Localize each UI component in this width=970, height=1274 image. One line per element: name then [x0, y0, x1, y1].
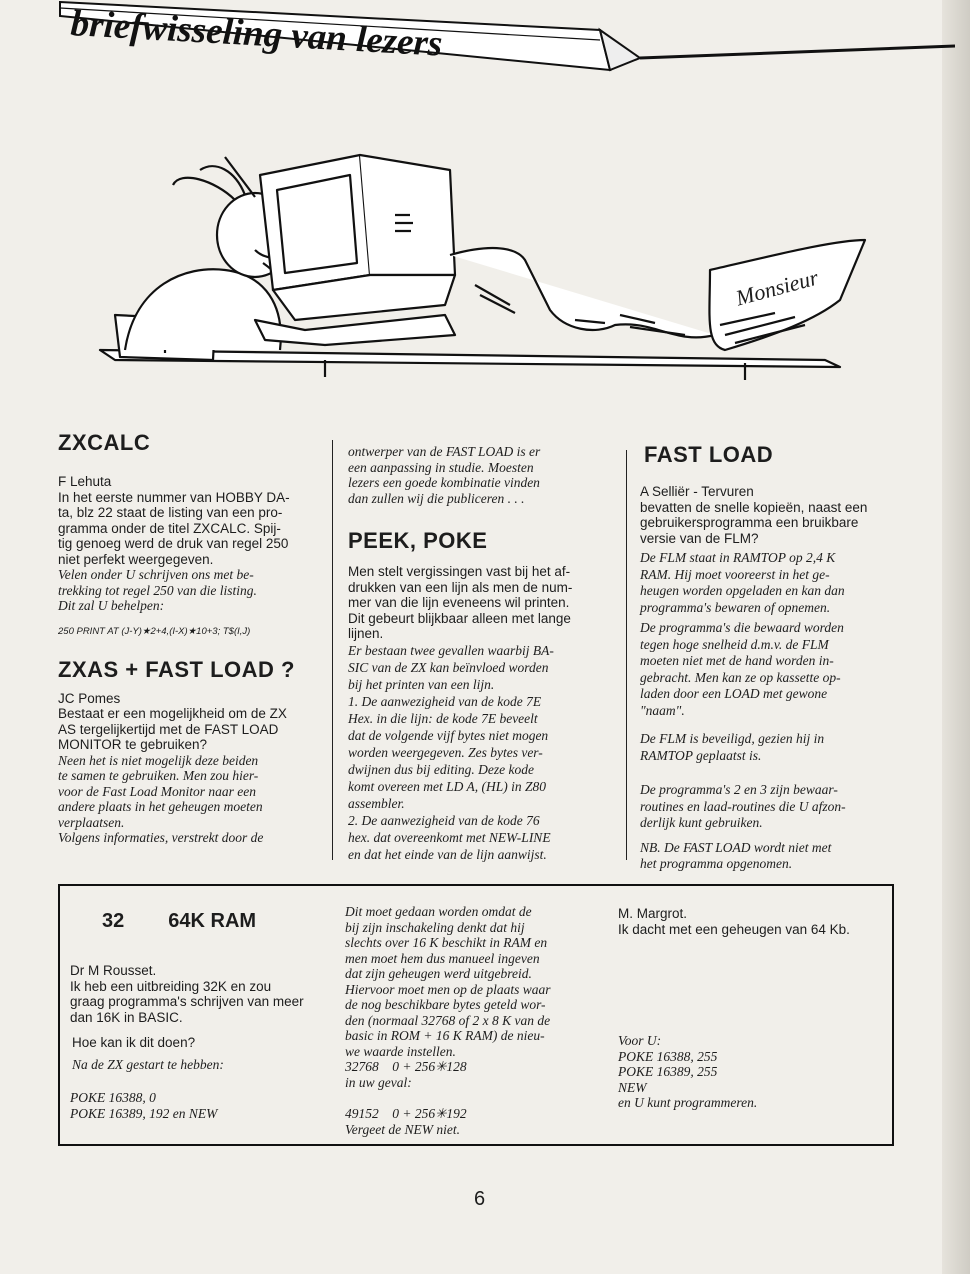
text-line: slechts over 16 K beschikt in RAM en	[345, 935, 548, 950]
text-line: "naam".	[640, 702, 685, 718]
page-edge	[942, 0, 970, 1274]
banner-title: briefwisseling van lezers	[69, 2, 444, 65]
text-line: Bestaat er een mogelijkheid om de ZX	[58, 706, 287, 721]
text-line: dat zijn geheugen werd uitgebreid.	[345, 966, 532, 981]
text-line: Voor U:	[618, 1033, 662, 1048]
text-line: dan 16K in BASIC.	[70, 1009, 183, 1025]
page-number: 6	[474, 1188, 486, 1210]
code-line: 250 PRINT AT (J-Y)★2+4,(I-X)★10+3; T$(I,J)	[58, 625, 251, 637]
cartoon-illustration	[95, 145, 870, 385]
text-line: en U kunt programmeren.	[618, 1095, 758, 1110]
text-line: Ik heb een uitbreiding 32K en zou	[70, 978, 272, 994]
text-line: MONITOR te gebruiken?	[58, 737, 208, 752]
text-line: den (normaal 32768 of 2 x 8 K van de	[345, 1012, 551, 1028]
text-line: te samen te gebruiken. Men zou hier-	[58, 768, 259, 783]
text-line: worden weergegeven. Zes bytes ver-	[348, 744, 543, 760]
text-line: POKE 16388, 255	[618, 1048, 718, 1064]
box-heading-part: 64K RAM	[168, 910, 257, 932]
text-line: trekking tot regel 250 van die listing.	[58, 582, 257, 598]
editor-reply	[640, 620, 902, 719]
text-line: niet perfekt weergegeven.	[58, 551, 214, 567]
text-line: bevatten de snelle kopieën, naast een	[640, 499, 868, 515]
text-line: lezers een goede kombinatie vinden	[348, 475, 540, 490]
author-name: JC Pomes	[58, 690, 121, 706]
letter-body	[58, 490, 323, 568]
text-line: basic in ROM + 16 K RAM) de nieu-	[345, 1028, 545, 1043]
editor-reply	[640, 782, 902, 832]
author-name: A Selliër - Tervuren	[640, 484, 754, 499]
article-heading-peekpoke: PEEK, POKE	[348, 528, 488, 553]
text-line: 2. De aanwezigheid van de kode 76	[348, 812, 540, 828]
text-line: POKE 16389, 255	[618, 1064, 718, 1079]
text-line: mer van die lijn eveneens wil printen.	[348, 595, 570, 610]
text-line: een aanpassing in studie. Moesten	[348, 459, 534, 475]
text-line: en dat het einde van de lijn aanwijst.	[348, 846, 547, 862]
column-divider-1	[332, 440, 333, 860]
text-line: De programma's 2 en 3 zijn bewaar-	[640, 782, 838, 797]
text-line: ontwerper van de FAST LOAD is er	[348, 444, 541, 459]
letter-body	[640, 500, 902, 547]
text-line: POKE 16388, 0	[70, 1090, 156, 1105]
text-line: Hiervoor moet men op de plaats waar	[345, 981, 551, 997]
box-column-2	[345, 904, 610, 1137]
text-line: het programma opgenomen.	[640, 856, 793, 871]
text-line: tig genoeg werd de druk van regel 250	[58, 536, 289, 551]
text-line: RAMTOP geplaatst is.	[640, 747, 762, 763]
editor-reply	[640, 731, 902, 764]
text-line: Hex. in die lijn: de kode 7E beveelt	[348, 710, 538, 726]
text-line: Neen het is niet mogelijk deze beiden	[58, 752, 259, 768]
text-line: routines en laad-routines die U afzon-	[640, 798, 846, 814]
author-name: M. Margrot.	[618, 906, 688, 921]
text-line: Vergeet de NEW niet.	[345, 1121, 460, 1137]
text-line: dan zullen wij die publiceren . . .	[348, 490, 525, 506]
text-line: POKE 16389, 192 en NEW	[70, 1105, 218, 1121]
text-line: derlijk kunt gebruiken.	[640, 815, 763, 830]
text-line: assembler.	[348, 795, 405, 811]
editor-reply	[640, 840, 902, 873]
text-line: hex. dat overeenkomt met NEW-LINE	[348, 829, 551, 845]
text-line: NB. De FAST LOAD wordt niet met	[640, 839, 832, 855]
editor-reply: Na de ZX gestart te hebben:	[72, 1056, 224, 1072]
letter-body	[348, 564, 616, 642]
text-line: Men stelt vergissingen vast bij het af-	[348, 564, 571, 579]
text-line: graag programma's schrijven van meer	[70, 994, 304, 1009]
text-line: laden door een LOAD met gewone	[640, 686, 828, 701]
text-line: 1. De aanwezigheid van de kode 7E	[348, 693, 542, 709]
text-line: Dit moet gedaan worden omdat de	[345, 904, 532, 919]
text-line: voor de Fast Load Monitor naar een	[58, 783, 256, 799]
banner	[0, 0, 955, 80]
column-1	[58, 430, 323, 846]
article-heading-zxas: ZXAS + FAST LOAD ?	[58, 656, 295, 682]
note-text: Monsieur	[733, 264, 821, 311]
text-line: ta, blz 22 staat de listing van een pro-	[58, 505, 283, 520]
text-line: men moet hem dus manueel ingeven	[345, 950, 540, 966]
column-divider-2	[626, 450, 627, 860]
text-line: De programma's die bewaard worden	[640, 620, 844, 635]
text-line: De FLM is beveiligd, gezien hij in	[640, 731, 825, 746]
editor-reply	[58, 567, 323, 614]
text-line: verplaatsen.	[58, 814, 125, 830]
text-line: gramma onder de titel ZXCALC. Spij-	[58, 520, 281, 536]
text-line: in uw geval:	[345, 1074, 412, 1090]
text-line: Velen onder U schrijven ons met be-	[58, 567, 254, 582]
text-line: gebracht. Men kan ze op kassette op-	[640, 669, 841, 685]
editor-reply	[618, 1033, 883, 1111]
letter-body	[58, 706, 323, 753]
text-line: andere plaats in het geheugen moeten	[58, 799, 263, 814]
text-line: dat de volgende vijf bytes niet mogen	[348, 727, 549, 743]
text-line: komt overeen met LD A, (HL) in Z80	[348, 778, 546, 794]
calc-line: 32768 0 + 256✳128	[345, 1059, 467, 1074]
text-line: heugen worden opgeladen en kan dan	[640, 583, 845, 598]
continued-reply	[348, 444, 616, 506]
letter-body	[70, 979, 335, 1026]
letter-body: Ik dacht met een geheugen van 64 Kb.	[618, 921, 850, 937]
box-heading-part: 32	[102, 910, 125, 932]
reader-at-computer-drawing	[95, 145, 870, 385]
text-line: we waarde instellen.	[345, 1043, 456, 1059]
author-name: F Lehuta	[58, 474, 112, 489]
text-line: tegen hoge snelheid d.m.v. de FLM	[640, 636, 829, 652]
text-line: In het eerste nummer van HOBBY DA-	[58, 489, 290, 505]
text-line: Er bestaan twee gevallen waarbij BA-	[348, 642, 554, 658]
text-line: versie van de FLM?	[640, 530, 759, 546]
text-line: programma's bewaren of opnemen.	[640, 599, 831, 615]
author-name: Dr M Rousset.	[70, 963, 157, 978]
text-line: bij het printen van een lijn.	[348, 676, 495, 692]
text-line: lijnen.	[348, 626, 384, 641]
text-line: AS tergelijkertijd met de FAST LOAD	[58, 721, 279, 737]
text-line: SIC van de ZX kan beïnvloed worden	[348, 659, 549, 675]
column-3	[640, 442, 902, 873]
text-line: Dit zal U behelpen:	[58, 598, 165, 613]
editor-reply	[640, 550, 902, 616]
text-line: RAM. Hij moet vooreerst in het ge-	[640, 566, 830, 582]
text-line: drukken van een lijn als men de num-	[348, 579, 573, 595]
poke-lines	[70, 1090, 335, 1121]
text-line: NEW	[618, 1079, 647, 1095]
boxed-letter	[58, 884, 894, 1146]
article-heading-zxcalc: ZXCALC	[58, 430, 151, 455]
calc-line: 49152 0 + 256✳192	[345, 1106, 467, 1121]
text-line: Volgens informaties, verstrekt door de	[58, 830, 264, 845]
text-line: moeten niet met de hand worden in-	[640, 653, 834, 668]
text-line: De FLM staat in RAMTOP op 2,4 K	[640, 550, 836, 565]
question-text: Hoe kan ik dit doen?	[72, 1035, 196, 1050]
text-line: dwijnen dus bij editing. Deze kode	[348, 761, 534, 777]
editor-reply	[348, 642, 616, 863]
text-line: bij zijn inschakeling denkt dat hij	[345, 919, 525, 935]
text-line: Dit gebeurt blijkbaar alleen met lange	[348, 610, 571, 626]
text-line: gebruikersprogramma een bruikbare	[640, 515, 859, 530]
editor-reply	[58, 753, 323, 846]
box-heading	[102, 910, 335, 933]
box-column-1	[70, 910, 335, 1121]
box-column-3	[618, 906, 883, 1111]
column-2	[348, 444, 616, 863]
editor-reply	[345, 904, 610, 1137]
text-line: de nog beschikbare bytes geteld wor-	[345, 997, 546, 1012]
article-heading-fastload: FAST LOAD	[644, 442, 774, 467]
